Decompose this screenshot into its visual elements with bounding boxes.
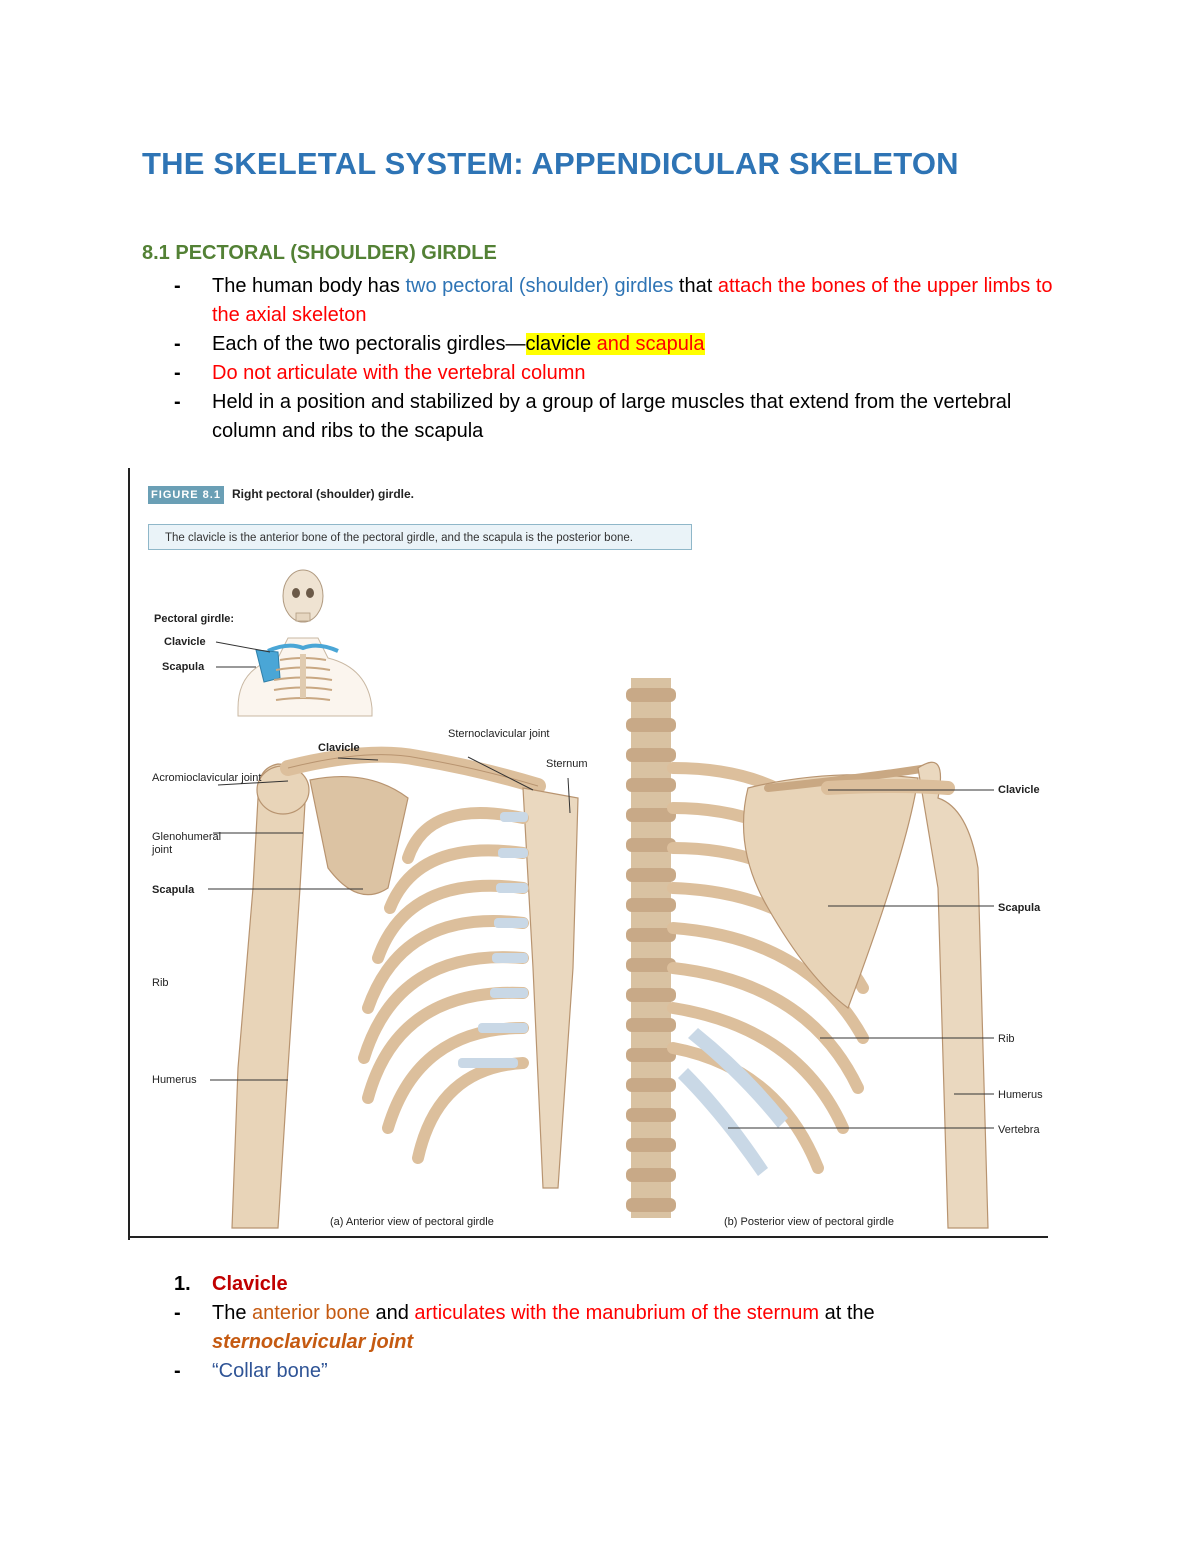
anterior-humerus-label: Humerus xyxy=(152,1074,197,1086)
item-label: Clavicle xyxy=(212,1273,288,1295)
bullet-item xyxy=(174,1357,774,1386)
sternoclavicular-joint-label: Sternoclavicular joint xyxy=(448,728,550,740)
posterior-scapula-label: Scapula xyxy=(998,902,1041,914)
anterior-scapula-label: Scapula xyxy=(152,884,195,896)
anterior-rib-label: Rib xyxy=(152,977,169,989)
section-heading: 8.1 PECTORAL (SHOULDER) GIRDLE xyxy=(142,242,497,264)
posterior-rib-label: Rib xyxy=(998,1033,1015,1045)
bullet-dash: - xyxy=(174,1302,181,1324)
text-span-brown-italic: sternoclavicular joint xyxy=(212,1331,414,1353)
highlighted-text: clavicle xyxy=(525,333,592,355)
bullet-item xyxy=(174,1299,1074,1357)
bullet-dash: - xyxy=(174,1360,181,1382)
skeleton-illustration xyxy=(128,468,1048,1240)
text-span-red: articulates with the manubrium of the sternum xyxy=(414,1302,820,1324)
bullet-dash: - xyxy=(174,391,181,413)
sternum-label: Sternum xyxy=(546,758,588,770)
numbered-item xyxy=(174,1270,474,1299)
item-number: 1. xyxy=(174,1273,191,1295)
text-span: The human body has xyxy=(212,275,406,297)
figure-caption: Right pectoral (shoulder) girdle. xyxy=(232,487,415,501)
bullet-item xyxy=(174,388,1074,446)
text-span-brown: anterior bone xyxy=(252,1302,370,1324)
anterior-view-art xyxy=(232,755,578,1228)
text-span: and xyxy=(369,1302,415,1324)
bullet-item xyxy=(174,359,1074,388)
highlighted-text-red: and scapula xyxy=(591,333,705,355)
vertebra-label: Vertebra xyxy=(998,1124,1040,1136)
bullet-dash: - xyxy=(174,275,181,297)
figure-summary: The clavicle is the anterior bone of the pectoral girdle, and the scapula is the posterior bone. xyxy=(148,524,692,550)
text-span: The xyxy=(212,1302,253,1324)
inset-heading: Pectoral girdle: xyxy=(154,613,235,625)
text-span-red: attach the bones of the upper limbs to the axial skeleton xyxy=(212,275,1053,326)
text-span: Each of the two pectoralis girdles— xyxy=(212,333,526,355)
posterior-clavicle-label: Clavicle xyxy=(998,784,1040,796)
posterior-humerus-label: Humerus xyxy=(998,1089,1043,1101)
bullet-item xyxy=(174,272,1074,330)
text-span: at the xyxy=(819,1302,875,1324)
anterior-view-caption: (a) Anterior view of pectoral girdle xyxy=(330,1216,494,1228)
text-span-blue: two pectoral (shoulder) girdles xyxy=(405,275,674,297)
glenohumeral-joint-label: Glenohumeral joint xyxy=(152,831,222,856)
inset-scapula-label: Scapula xyxy=(162,661,205,673)
figure-badge: FIGURE 8.1 xyxy=(148,486,224,504)
bullet-item xyxy=(174,330,1074,359)
text-span: that xyxy=(673,275,718,297)
bullet-text: Do not articulate with the vertebral column xyxy=(212,362,586,384)
page-title: THE SKELETAL SYSTEM: APPENDICULAR SKELETON xyxy=(142,146,959,181)
inset-torso-figure xyxy=(238,570,372,716)
bullet-text: “Collar bone” xyxy=(212,1360,328,1382)
inset-clavicle-label: Clavicle xyxy=(164,636,206,648)
bullet-dash: - xyxy=(174,333,181,355)
posterior-view-caption: (b) Posterior view of pectoral girdle xyxy=(724,1216,894,1228)
posterior-view-art xyxy=(626,678,988,1228)
bullet-text: Held in a position and stabilized by a group of large muscles that extend from the vertebral column and ribs to the scapula xyxy=(212,391,1012,442)
bullet-dash: - xyxy=(174,362,181,384)
anterior-clavicle-label: Clavicle xyxy=(318,742,360,754)
figure-8-1 xyxy=(128,468,1048,1240)
acromioclavicular-joint-label: Acromioclavicular joint xyxy=(152,772,262,784)
